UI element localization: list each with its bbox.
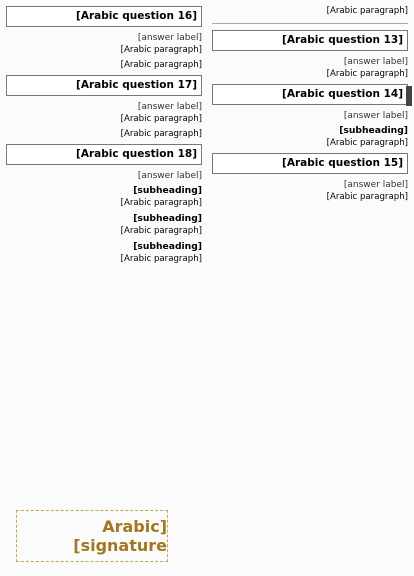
q15-answer-label: [answer label] xyxy=(343,180,408,190)
q16-answer-label: [answer label] xyxy=(137,33,202,43)
q18-answer-label: [answer label] xyxy=(137,171,202,181)
q17-paragraph-2: [Arabic paragraph] xyxy=(120,129,202,139)
q18-heading: [Arabic question 18] xyxy=(76,148,197,160)
q13-box xyxy=(212,30,408,51)
q13-paragraph: [Arabic paragraph] xyxy=(326,69,408,79)
left-column xyxy=(6,6,202,570)
right-column xyxy=(212,6,408,570)
q18-subheading-1: [subheading] xyxy=(133,185,202,196)
q15-box xyxy=(212,153,408,174)
q14-paragraph: [Arabic paragraph] xyxy=(326,138,408,148)
q14-heading: [Arabic question 14] xyxy=(282,88,403,100)
q18-subpara-3: [Arabic paragraph] xyxy=(120,254,202,264)
q18-subpara-1: [Arabic paragraph] xyxy=(120,198,202,208)
q13-answer-label: [answer label] xyxy=(343,57,408,67)
q17-answer-label: [answer label] xyxy=(137,102,202,112)
q18-box xyxy=(6,144,202,165)
q14-answer-label: [answer label] xyxy=(343,111,408,121)
q15-heading: [Arabic question 15] xyxy=(282,157,403,169)
signature: [Arabic signature] xyxy=(16,510,168,562)
q17-paragraph: [Arabic paragraph] xyxy=(120,114,202,124)
q14-subheading: [subheading] xyxy=(339,125,408,136)
q17-box xyxy=(6,75,202,96)
right-top-paragraph: [Arabic paragraph] xyxy=(326,6,408,16)
q18-subpara-2: [Arabic paragraph] xyxy=(120,226,202,236)
q17-heading: [Arabic question 17] xyxy=(76,79,197,91)
q16-paragraph-2: [Arabic paragraph] xyxy=(120,60,202,70)
q18-subheading-2: [subheading] xyxy=(133,213,202,224)
divider xyxy=(212,23,408,24)
q13-heading: [Arabic question 13] xyxy=(282,34,403,46)
q14-box xyxy=(212,84,408,105)
q16-heading: [Arabic question 16] xyxy=(76,10,197,22)
page-mark xyxy=(406,86,412,106)
q15-paragraph: [Arabic paragraph] xyxy=(326,192,408,202)
q16-box xyxy=(6,6,202,27)
q18-subheading-3: [subheading] xyxy=(133,241,202,252)
q16-paragraph: [Arabic paragraph] xyxy=(120,45,202,55)
